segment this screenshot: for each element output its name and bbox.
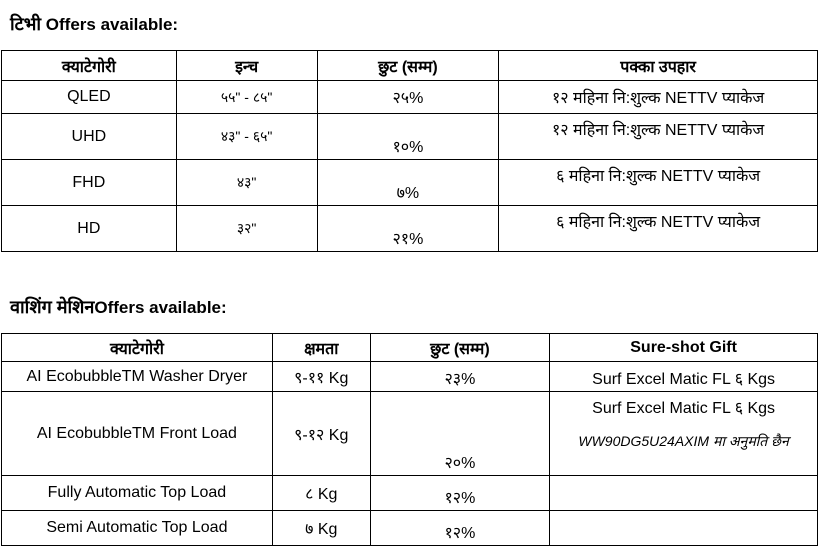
header-capacity: क्षमता [272, 334, 370, 362]
category-cell: HD [2, 206, 177, 252]
header-gift: Sure-shot Gift [550, 334, 818, 362]
tv-section-title [10, 12, 178, 36]
gift-cell [550, 511, 818, 546]
inch-cell: ३२" [176, 206, 317, 252]
gift-cell: Surf Excel Matic FL ६ Kgs [550, 362, 818, 392]
header-discount: छुट (सम्म) [317, 51, 499, 81]
header-category: क्याटेगोरी [2, 51, 177, 81]
discount-cell: २१% [317, 206, 499, 252]
table-row [2, 81, 818, 114]
gift-cell: १२ महिना नि:शुल्क NETTV प्याकेज [499, 114, 818, 160]
gift-cell: १२ महिना नि:शुल्क NETTV प्याकेज [499, 81, 818, 114]
discount-cell: १०% [317, 114, 499, 160]
wm-section-title [10, 295, 227, 319]
category-cell: AI EcobubbleTM Front Load [2, 392, 273, 476]
gift-note: WW90DG5U24AXIM मा अनुमति छैन [578, 433, 789, 449]
capacity-cell: ८ Kg [272, 476, 370, 511]
wm-offers-table [1, 333, 818, 546]
tv-title-deva: टिभी [10, 14, 42, 34]
discount-cell: २३% [370, 362, 550, 392]
wm-title-deva: वाशिंग मेशिन [10, 297, 95, 317]
header-gift: पक्का उपहार [499, 51, 818, 81]
discount-cell: १२% [370, 511, 550, 546]
table-row [2, 206, 818, 252]
discount-cell: २५% [317, 81, 499, 114]
category-cell: UHD [2, 114, 177, 160]
table-row [2, 392, 818, 476]
gift-cell: ६ महिना नि:शुल्क NETTV प्याकेज [499, 160, 818, 206]
capacity-cell: ७ Kg [272, 511, 370, 546]
discount-cell: १२% [370, 476, 550, 511]
header-discount: छुट (सम्म) [370, 334, 550, 362]
header-category: क्याटेगोरी [2, 334, 273, 362]
inch-cell: ४३" [176, 160, 317, 206]
table-header-row [2, 334, 818, 362]
gift-cell [550, 476, 818, 511]
wm-title-en: Offers available: [94, 298, 227, 317]
discount-cell: २०% [370, 392, 550, 476]
table-header-row [2, 51, 818, 81]
category-cell: Semi Automatic Top Load [2, 511, 273, 546]
table-row [2, 160, 818, 206]
category-cell: FHD [2, 160, 177, 206]
tv-offers-table [1, 50, 818, 252]
gift-cell: ६ महिना नि:शुल्क NETTV प्याकेज [499, 206, 818, 252]
inch-cell: ५५" - ८५" [176, 81, 317, 114]
gift-cell [550, 392, 818, 476]
gift-text: Surf Excel Matic FL ६ Kgs [592, 400, 776, 417]
capacity-cell: ९-१२ Kg [272, 392, 370, 476]
category-cell: QLED [2, 81, 177, 114]
table-row [2, 476, 818, 511]
table-row [2, 114, 818, 160]
table-row [2, 362, 818, 392]
capacity-cell: ९-११ Kg [272, 362, 370, 392]
inch-cell: ४३" - ६५" [176, 114, 317, 160]
header-inch: इन्च [176, 51, 317, 81]
tv-title-en: Offers available: [45, 15, 179, 34]
category-cell: AI EcobubbleTM Washer Dryer [2, 362, 273, 392]
table-row [2, 511, 818, 546]
category-cell: Fully Automatic Top Load [2, 476, 273, 511]
discount-cell: ७% [317, 160, 499, 206]
